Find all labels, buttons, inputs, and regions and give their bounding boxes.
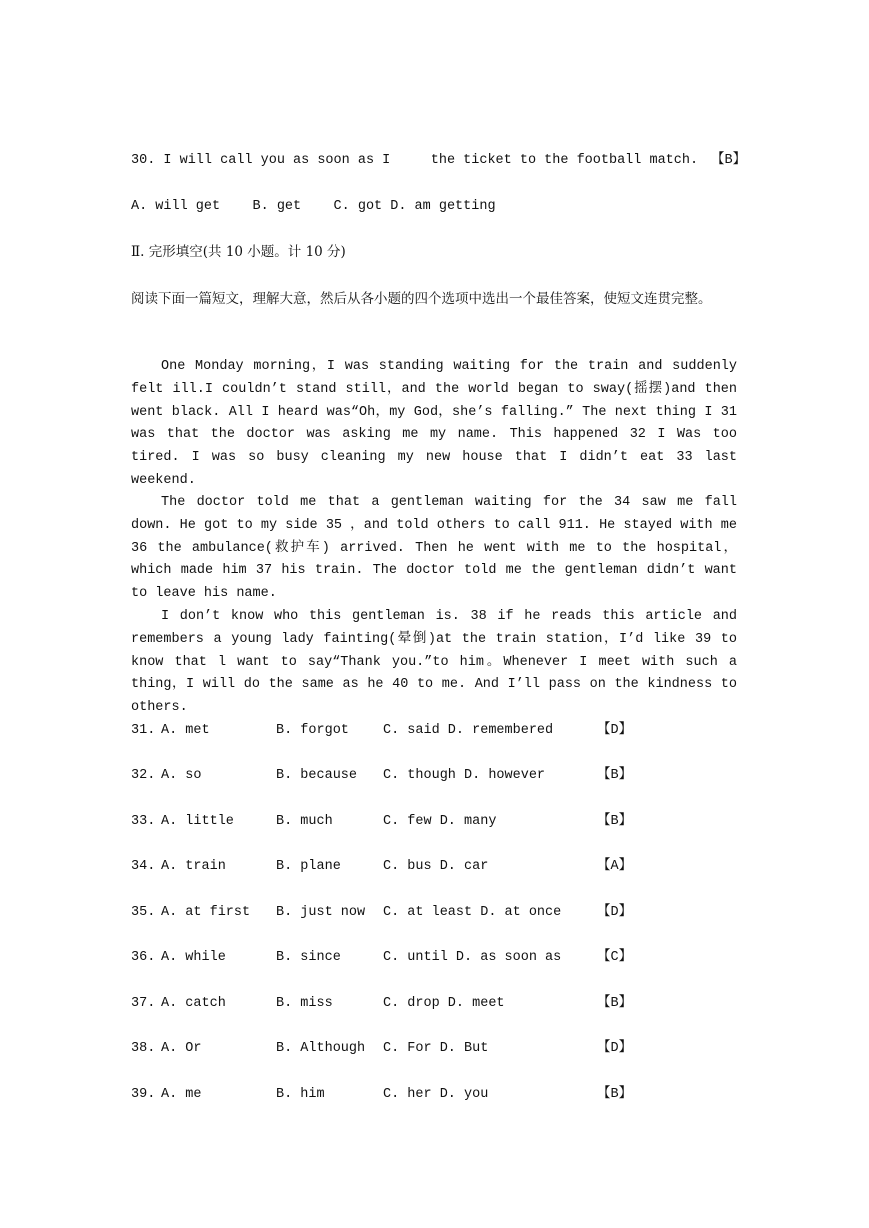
question-answer: 【B】 [597,1087,633,1102]
question-30-answer: 【B】 [711,153,747,168]
option-a: A. catch [161,996,226,1011]
section-title: Ⅱ. 完形填空(共 10 小题。计 10 分) [131,244,346,260]
question-row [131,767,737,785]
question-row [131,904,737,922]
option-a: A. train [161,859,226,874]
option-c-d: C. bus D. car [383,859,489,874]
question-answer: 【D】 [597,723,633,738]
question-row [131,858,737,876]
question-number: 35. [131,905,156,920]
question-number: 31. [131,723,156,738]
question-number: 38. [131,1041,156,1056]
question-row [131,813,737,831]
option-b: B. just now [276,905,366,920]
question-row [131,949,737,967]
question-answer: 【D】 [597,905,633,920]
option-c-d: C. few D. many [383,814,497,829]
question-row [131,1040,737,1058]
option-b: B. miss [276,996,333,1011]
section-instructions: 阅读下面一篇短文，理解大意，然后从各小题的四个选项中选出一个最佳答案，使短文连贯完整。 [131,291,712,307]
option-a: A. little [161,814,234,829]
option-a: A. me [161,1087,202,1102]
option-c-d: C. until D. as soon as [383,950,562,965]
question-row [131,722,737,740]
option-c-d: C. said D. remembered [383,723,554,738]
question-number: 36. [131,950,156,965]
question-row [131,995,737,1013]
option-b: B. much [276,814,333,829]
option-b: B. forgot [276,723,349,738]
question-number: 34. [131,859,156,874]
question-answer: 【B】 [597,996,633,1011]
option-a: A. so [161,768,202,783]
option-a: A. Or [161,1041,202,1056]
option-b: B. because [276,768,358,783]
passage-paragraph-2: The doctor told me that a gentleman waiting for the 34 saw me fall down. He got to my side 35 ，and told others to call 911. He stayed with me 36 the ambulance(救护车) arrived. Then he went with me to the hospital，which made him 37 his train. The doctor told me the gentleman didn’t want to leave his name. [131,495,737,602]
question-30-options: A. will get B. get C. got D. am getting [131,199,496,214]
option-c-d: C. drop D. meet [383,996,505,1011]
option-c-d: C. For D. But [383,1041,489,1056]
question-number: 32. [131,768,156,783]
option-a: A. met [161,723,210,738]
question-number: 37. [131,996,156,1011]
question-answer: 【B】 [597,768,633,783]
option-c-d: C. though D. however [383,768,546,783]
option-a: A. at first [161,905,251,920]
question-answer: 【C】 [597,950,633,965]
option-a: A. while [161,950,226,965]
option-b: B. him [276,1087,325,1102]
question-answer: 【A】 [597,859,633,874]
question-30-stem: 30. I will call you as soon as I the ticket to the football match. [131,153,699,168]
question-number: 39. [131,1087,156,1102]
option-c-d: C. her D. you [383,1087,489,1102]
question-answer: 【B】 [597,814,633,829]
question-row [131,1086,737,1104]
passage-paragraph-1: One Monday morning，I was standing waiting for the train and suddenly felt ill.I couldn’t stand still，and the world began to sway(摇摆)and then went black. All I heard was“Oh，my God，she’s falling.” The next thing I 31 was that the doctor was asking me my name. This happened 32 I Was too tired. I was so busy cleaning my new house that I didn’t eat 33 last weekend. [131,359,737,488]
passage-paragraph-3: I don’t know who this gentleman is. 38 if he reads this article and remembers a young lady fainting(晕倒)at the train station，I’d like 39 to know that l want to say“Thank you.”to him。Whenever I meet with such a thing，I will do the same as he 40 to me. And I’ll pass on the kindness to others. [131,609,737,716]
option-b: B. since [276,950,341,965]
option-b: B. Although [276,1041,366,1056]
option-c-d: C. at least D. at once [383,905,562,920]
question-answer: 【D】 [597,1041,633,1056]
question-number: 33. [131,814,156,829]
option-b: B. plane [276,859,341,874]
